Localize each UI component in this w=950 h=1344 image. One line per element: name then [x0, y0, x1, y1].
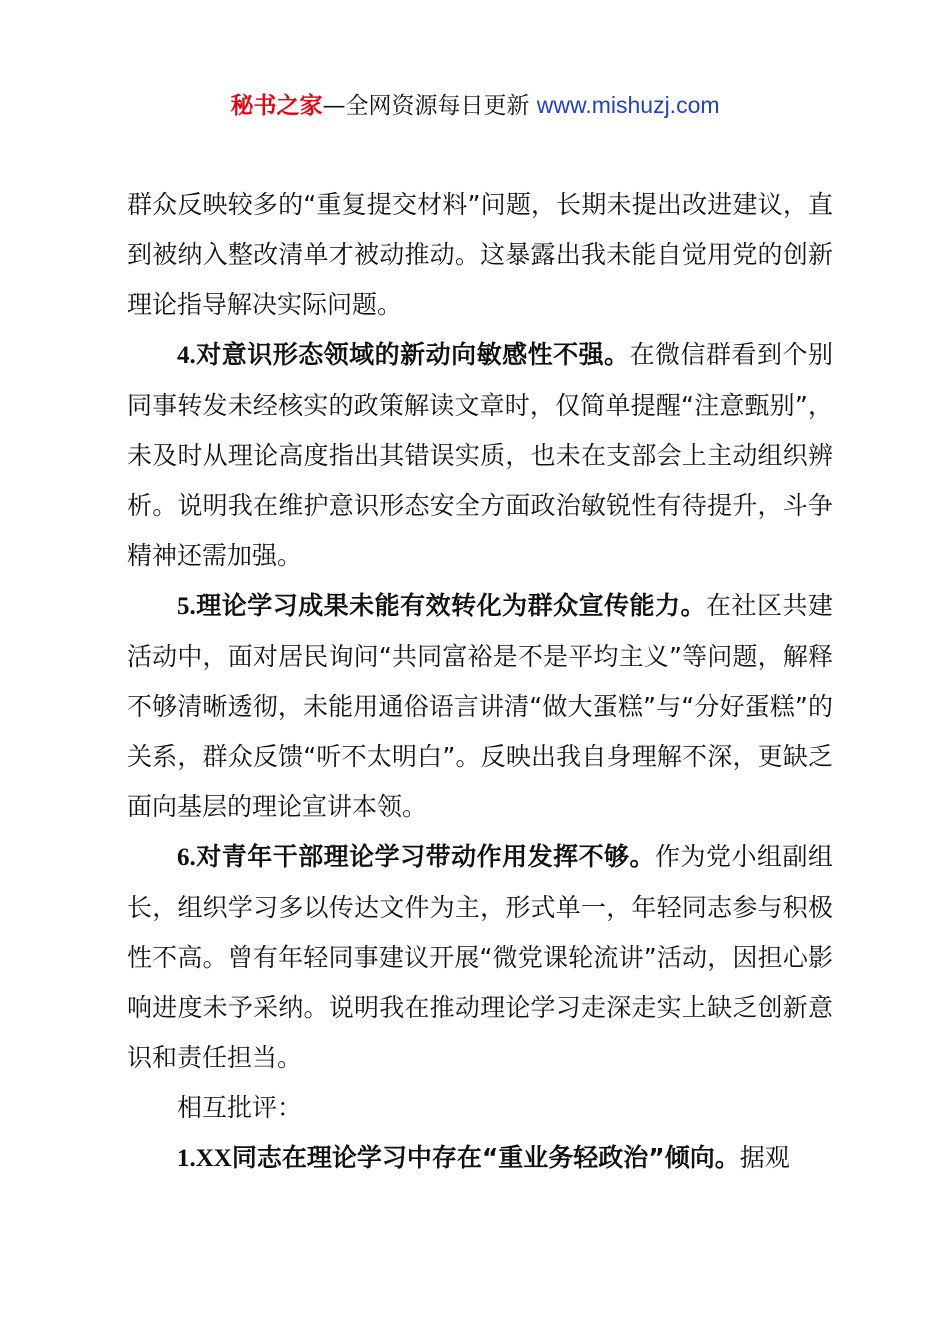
paragraph-item-6 — [127, 832, 833, 1083]
paragraph-item-4 — [127, 330, 833, 581]
item-heading-text: 对青年干部理论学习带动作用发挥不够。 — [195, 842, 656, 871]
item-number: 5. — [177, 593, 196, 620]
document-body — [127, 180, 833, 1184]
site-brand: 秘书之家 — [230, 93, 323, 119]
paragraph-item-5 — [127, 581, 833, 832]
section-label-text: 相互批评： — [177, 1093, 303, 1122]
paragraph-text: 作为党小组副组长，组织学习多以传达文件为主，形式单一，年轻同志参与积极性不高。曾有年轻同事建议开展“微党课轮流讲”活动，因担心影响进度未予采纳。说明我在推动理论学习走深走实上缺乏创新意识和责任担当。 — [127, 842, 833, 1072]
item-number: 4. — [177, 342, 196, 369]
section-label-mutual-criticism — [127, 1083, 833, 1133]
paragraph-text: 据观 — [739, 1143, 790, 1172]
item-heading-text: 对意识形态领域的新动向敏感性不强。 — [195, 340, 630, 369]
paragraph-text: 在社区共建活动中，面对居民询问“共同富裕是不是平均主义”等问题，解释不够清晰透彻，未能用通俗语言讲清“做大蛋糕”与“分好蛋糕”的关系，群众反馈“听不太明白”。反映出我自身理解不深，更缺乏面向基层的理论宣讲本领。 — [127, 591, 833, 821]
paragraph-text: 在微信群看到个别同事转发未经核实的政策解读文章时，仅简单提醒“注意甄别”，未及时从理论高度指出其错误实质，也未在支部会上主动组织辨析。说明我在维护意识形态安全方面政治敏锐性有待提升，斗争精神还需加强。 — [127, 340, 833, 570]
item-number: 6. — [177, 844, 196, 871]
paragraph-continuation — [127, 180, 833, 330]
item-number: 1.XX — [177, 1145, 232, 1172]
item-heading — [177, 1143, 740, 1172]
item-heading — [177, 340, 630, 369]
paragraph-criticism-1 — [127, 1133, 833, 1184]
site-url-link[interactable]: www.mishuzj.com — [536, 92, 720, 118]
site-tagline: —全网资源每日更新 — [322, 93, 530, 119]
item-heading-text: 同志在理论学习中存在“重业务轻政治”倾向。 — [231, 1143, 740, 1172]
item-heading — [177, 591, 706, 620]
item-heading — [177, 842, 655, 871]
site-header — [0, 88, 950, 123]
item-heading-text: 理论学习成果未能有效转化为群众宣传能力。 — [195, 591, 707, 620]
paragraph-text: 群众反映较多的“重复提交材料”问题，长期未提出改进建议，直到被纳入整改清单才被动推动。这暴露出我未能自觉用党的创新理论指导解决实际问题。 — [127, 190, 833, 319]
